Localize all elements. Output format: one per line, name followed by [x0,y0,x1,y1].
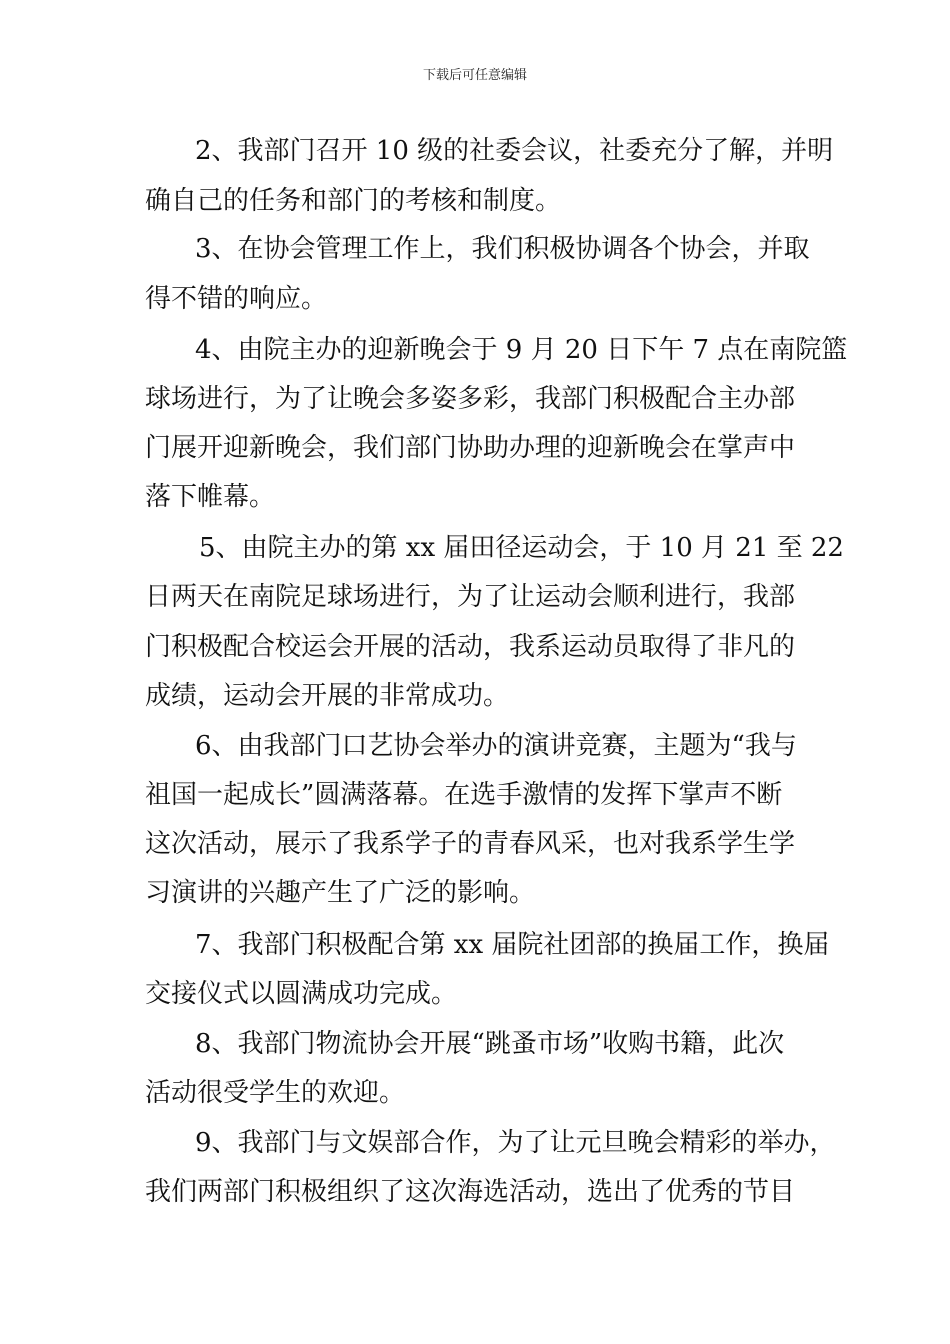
text-line: 活动很受学生的欢迎。 [145,1078,406,1108]
text-line: 落下帷幕。 [145,482,276,512]
text-line: 3、在协会管理工作上，我们积极协调各个协会，并取 [195,234,810,264]
text-line: 习演讲的兴趣产生了广泛的影响。 [145,878,536,908]
text-line: 球场进行，为了让晚会多姿多彩，我部门积极配合主办部 [145,384,796,414]
text-line: 门展开迎新晚会，我们部门协助办理的迎新晚会在掌声中 [145,433,796,463]
text-line: 门积极配合校运会开展的活动，我系运动员取得了非凡的 [145,632,796,662]
text-line: 这次活动，展示了我系学子的青春风采，也对我系学生学 [145,829,796,859]
page-header: 下载后可任意编辑 [422,68,527,83]
text-line: 9、我部门与文娱部合作，为了让元旦晚会精彩的举办， [195,1128,836,1158]
text-line: 4、由院主办的迎新晚会于 9 月 20 日下午 7 点在南院篮 [195,335,848,365]
text-line: 我们两部门积极组织了这次海选活动，选出了优秀的节目 [145,1177,796,1207]
text-line: 7、我部门积极配合第 xx 届院社团部的换届工作，换届 [195,930,830,960]
text-line: 8、我部门物流协会开展“跳蚤市场”收购书籍，此次 [195,1029,785,1059]
text-line: 5、由院主办的第 xx 届田径运动会，于 10 月 21 至 22 [199,533,844,563]
text-line: 确自己的任务和部门的考核和制度。 [145,186,562,216]
text-line: 祖国一起成长”圆满落幕。在选手激情的发挥下掌声不断 [145,780,783,810]
text-line: 得不错的响应。 [145,284,328,314]
text-line: 2、我部门召开 10 级的社委会议，社委充分了解，并明 [195,136,834,166]
text-line: 日两天在南院足球场进行，为了让运动会顺利进行，我部 [145,582,796,612]
text-line: 交接仪式以圆满成功完成。 [145,979,458,1009]
text-line: 成绩，运动会开展的非常成功。 [145,681,510,711]
text-line: 6、由我部门口艺协会举办的演讲竞赛，主题为“我与 [195,731,797,761]
